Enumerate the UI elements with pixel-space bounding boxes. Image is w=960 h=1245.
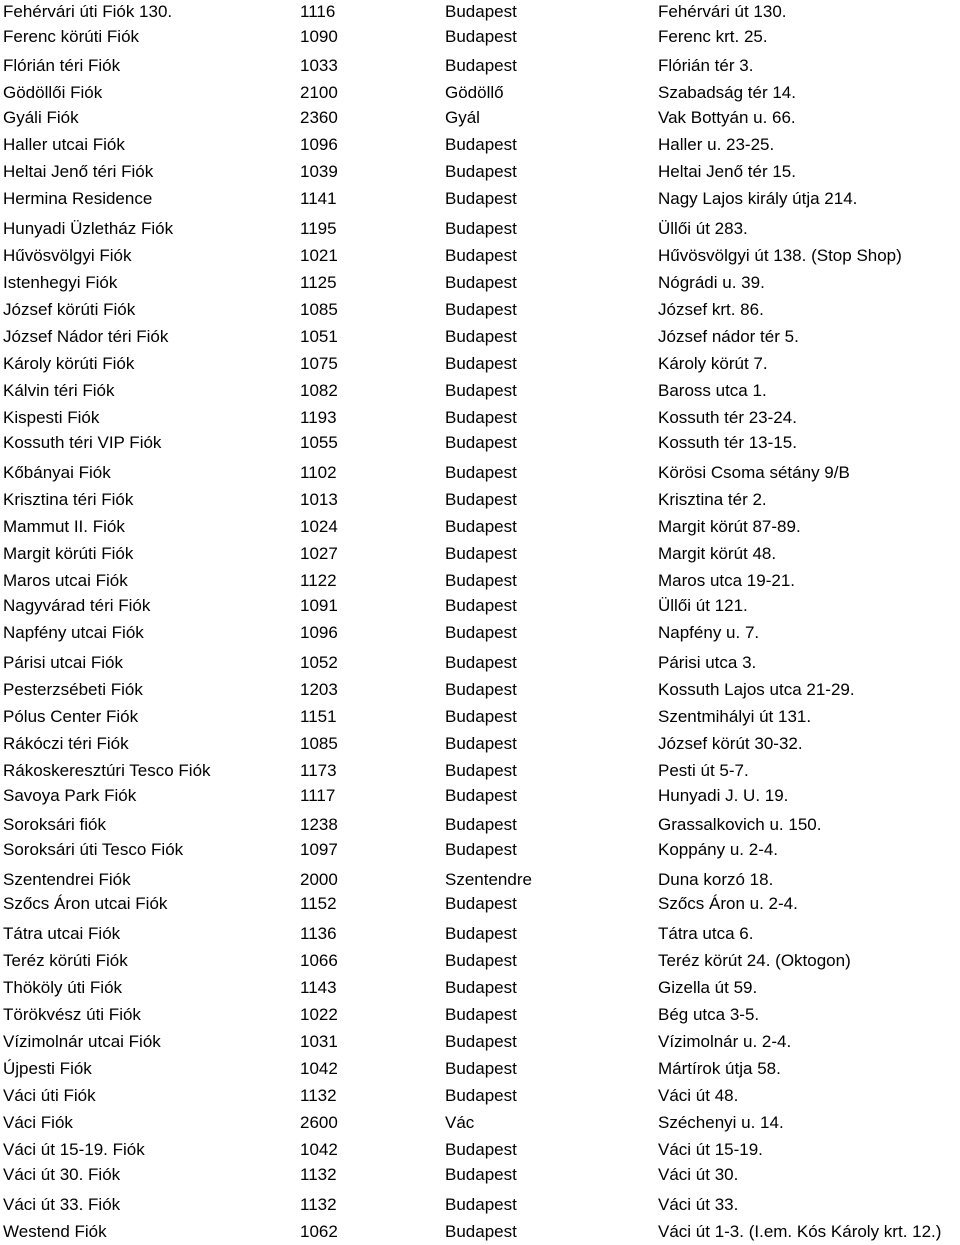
table-row — [0, 1163, 960, 1187]
address: Kossuth tér 23-24. — [658, 408, 797, 427]
branch-name: Gödöllői Fiók — [3, 83, 103, 102]
branch-name: Ferenc körúti Fiók — [3, 27, 140, 46]
table-row — [0, 461, 960, 485]
branch-name: Haller utcai Fiók — [3, 135, 125, 154]
city: Budapest — [445, 162, 517, 181]
city: Budapest — [445, 1195, 517, 1214]
address: Mártírok útja 58. — [658, 1059, 781, 1078]
branch-name: Soroksári fiók — [3, 815, 106, 834]
address: Pesti út 5-7. — [658, 761, 749, 780]
postal-code: 1090 — [300, 27, 338, 46]
branch-name: Szentendrei Fiók — [3, 870, 131, 889]
table-row — [0, 1030, 960, 1054]
address: Váci út 30. — [658, 1165, 739, 1184]
branch-name: Tátra utcai Fiók — [3, 924, 121, 943]
table-row — [0, 892, 960, 916]
postal-code: 1051 — [300, 327, 338, 346]
branch-name: Margit körúti Fiók — [3, 544, 134, 563]
postal-code: 1033 — [300, 56, 338, 75]
table-row — [0, 379, 960, 403]
city: Gyál — [445, 108, 480, 127]
address: Gizella út 59. — [658, 978, 758, 997]
table-row — [0, 651, 960, 675]
address: Bég utca 3-5. — [658, 1005, 760, 1024]
table-row — [0, 976, 960, 1000]
table-row — [0, 1138, 960, 1162]
address: Szőcs Áron u. 2-4. — [658, 894, 798, 913]
address: József nádor tér 5. — [658, 327, 799, 346]
branch-name: Vízimolnár utcai Fiók — [3, 1032, 161, 1051]
branch-name: Rákoskeresztúri Tesco Fiók — [3, 761, 211, 780]
table-row — [0, 1220, 960, 1244]
city: Budapest — [445, 571, 517, 590]
address: Szentmihályi út 131. — [658, 707, 812, 726]
city: Budapest — [445, 300, 517, 319]
address: Kossuth tér 13-15. — [658, 433, 797, 452]
city: Budapest — [445, 327, 517, 346]
address: József krt. 86. — [658, 300, 764, 319]
postal-code: 1143 — [300, 978, 337, 997]
city: Budapest — [445, 1059, 517, 1078]
postal-code: 1096 — [300, 135, 338, 154]
city: Budapest — [445, 951, 517, 970]
postal-code: 1075 — [300, 354, 338, 373]
city: Vác — [445, 1113, 475, 1132]
address: Maros utca 19-21. — [658, 571, 796, 590]
branch-name: Hunyadi Üzletház Fiók — [3, 219, 174, 238]
postal-code: 1173 — [300, 761, 337, 780]
branch-name: József Nádor téri Fiók — [3, 327, 169, 346]
city: Budapest — [445, 56, 517, 75]
branch-name: Kispesti Fiók — [3, 408, 100, 427]
table-row — [0, 352, 960, 376]
city: Budapest — [445, 273, 517, 292]
table-row — [0, 949, 960, 973]
city: Budapest — [445, 354, 517, 373]
address: Vak Bottyán u. 66. — [658, 108, 796, 127]
branch-name: Rákóczi téri Fiók — [3, 734, 129, 753]
table-row — [0, 298, 960, 322]
postal-code: 1031 — [300, 1032, 338, 1051]
branch-name: Károly körúti Fiók — [3, 354, 135, 373]
address: Nagy Lajos király útja 214. — [658, 189, 858, 208]
city: Budapest — [445, 246, 517, 265]
postal-code: 1125 — [300, 273, 337, 292]
postal-code: 1062 — [300, 1222, 338, 1241]
postal-code: 1132 — [300, 1086, 337, 1105]
address: Váci út 33. — [658, 1195, 739, 1214]
address: Baross utca 1. — [658, 381, 767, 400]
postal-code: 1091 — [300, 596, 338, 615]
address: Váci út 1-3. (I.em. Kós Károly krt. 12.) — [658, 1222, 942, 1241]
postal-code: 2360 — [300, 108, 338, 127]
address: Üllői út 121. — [658, 596, 748, 615]
address: Váci út 48. — [658, 1086, 739, 1105]
postal-code: 1193 — [300, 408, 337, 427]
table-row — [0, 515, 960, 539]
postal-code: 1039 — [300, 162, 338, 181]
postal-code: 1203 — [300, 680, 338, 699]
postal-code: 1085 — [300, 300, 338, 319]
city: Szentendre — [445, 870, 532, 889]
branch-name: Istenhegyi Fiók — [3, 273, 118, 292]
address: Krisztina tér 2. — [658, 490, 767, 509]
postal-code: 1152 — [300, 894, 337, 913]
branch-name: Pesterzsébeti Fiók — [3, 680, 143, 699]
address: Heltai Jenő tér 15. — [658, 162, 796, 181]
branch-name: Soroksári úti Tesco Fiók — [3, 840, 184, 859]
postal-code: 2000 — [300, 870, 338, 889]
address: Margit körút 48. — [658, 544, 777, 563]
postal-code: 1024 — [300, 517, 338, 536]
city: Budapest — [445, 219, 517, 238]
table-row — [0, 488, 960, 512]
address: Haller u. 23-25. — [658, 135, 775, 154]
postal-code: 1102 — [300, 463, 337, 482]
city: Budapest — [445, 596, 517, 615]
city: Budapest — [445, 2, 517, 21]
branch-name: Kálvin téri Fiók — [3, 381, 115, 400]
city: Budapest — [445, 680, 517, 699]
branch-name: Napfény utcai Fiók — [3, 623, 144, 642]
table-row — [0, 54, 960, 78]
city: Budapest — [445, 408, 517, 427]
branch-name: Gyáli Fiók — [3, 108, 79, 127]
table-row — [0, 705, 960, 729]
branch-name: Teréz körúti Fiók — [3, 951, 128, 970]
table-row — [0, 187, 960, 211]
city: Budapest — [445, 840, 517, 859]
postal-code: 1066 — [300, 951, 338, 970]
address: Tátra utca 6. — [658, 924, 754, 943]
postal-code: 1132 — [300, 1195, 337, 1214]
city: Budapest — [445, 978, 517, 997]
address: Nógrádi u. 39. — [658, 273, 765, 292]
city: Budapest — [445, 381, 517, 400]
city: Budapest — [445, 1165, 517, 1184]
branch-name: Pólus Center Fiók — [3, 707, 139, 726]
city: Budapest — [445, 1140, 517, 1159]
postal-code: 1116 — [300, 2, 336, 21]
postal-code: 1085 — [300, 734, 338, 753]
table-row — [0, 784, 960, 808]
branch-name: Nagyvárad téri Fiók — [3, 596, 151, 615]
branch-name: Mammut II. Fiók — [3, 517, 125, 536]
table-row — [0, 621, 960, 645]
postal-code: 1021 — [300, 246, 338, 265]
table-row — [0, 922, 960, 946]
table-row — [0, 0, 960, 24]
table-row — [0, 133, 960, 157]
branch-name: Hűvösvölgyi Fiók — [3, 246, 132, 265]
address: Kossuth Lajos utca 21-29. — [658, 680, 855, 699]
city: Budapest — [445, 707, 517, 726]
branch-name: Párisi utcai Fiók — [3, 653, 123, 672]
branch-name: Savoya Park Fiók — [3, 786, 137, 805]
city: Budapest — [445, 433, 517, 452]
table-row — [0, 678, 960, 702]
postal-code: 1117 — [300, 786, 336, 805]
address: Flórián tér 3. — [658, 56, 754, 75]
table-row — [0, 431, 960, 455]
branch-name: Szőcs Áron utcai Fiók — [3, 894, 168, 913]
branch-name: Westend Fiók — [3, 1222, 107, 1241]
city: Budapest — [445, 544, 517, 563]
city: Budapest — [445, 761, 517, 780]
address: Üllői út 283. — [658, 219, 748, 238]
address: Széchenyi u. 14. — [658, 1113, 784, 1132]
branch-name: Thököly úti Fiók — [3, 978, 123, 997]
city: Budapest — [445, 815, 517, 834]
address: Grassalkovich u. 150. — [658, 815, 822, 834]
table-row — [0, 406, 960, 430]
city: Budapest — [445, 734, 517, 753]
address: Párisi utca 3. — [658, 653, 757, 672]
address: Duna korzó 18. — [658, 870, 774, 889]
city: Budapest — [445, 653, 517, 672]
postal-code: 1042 — [300, 1140, 338, 1159]
branch-name: Hermina Residence — [3, 189, 153, 208]
table-row — [0, 106, 960, 130]
branch-name: Flórián téri Fiók — [3, 56, 121, 75]
table-row — [0, 838, 960, 862]
address: Fehérvári út 130. — [658, 2, 787, 21]
city: Budapest — [445, 894, 517, 913]
city: Budapest — [445, 189, 517, 208]
branch-name: Váci úti Fiók — [3, 1086, 96, 1105]
city: Budapest — [445, 924, 517, 943]
table-row — [0, 594, 960, 618]
city: Budapest — [445, 135, 517, 154]
address: Károly körút 7. — [658, 354, 768, 373]
table-row — [0, 160, 960, 184]
postal-code: 1013 — [300, 490, 338, 509]
city: Budapest — [445, 517, 517, 536]
address: Koppány u. 2-4. — [658, 840, 779, 859]
table-row — [0, 1003, 960, 1027]
postal-code: 1195 — [300, 219, 337, 238]
address: Körösi Csoma sétány 9/B — [658, 463, 850, 482]
table-row — [0, 542, 960, 566]
table-row — [0, 25, 960, 49]
postal-code: 1141 — [300, 189, 337, 208]
postal-code: 1122 — [300, 571, 337, 590]
postal-code: 1027 — [300, 544, 338, 563]
city: Budapest — [445, 786, 517, 805]
table-row — [0, 271, 960, 295]
city: Budapest — [445, 463, 517, 482]
postal-code: 2100 — [300, 83, 338, 102]
table-row — [0, 732, 960, 756]
address: József körút 30-32. — [658, 734, 803, 753]
table-row — [0, 325, 960, 349]
address: Teréz körút 24. (Oktogon) — [658, 951, 851, 970]
address: Ferenc krt. 25. — [658, 27, 768, 46]
city: Budapest — [445, 623, 517, 642]
branch-name: Kőbányai Fiók — [3, 463, 111, 482]
city: Budapest — [445, 1032, 517, 1051]
branch-name: Fehérvári úti Fiók 130. — [3, 2, 173, 21]
branch-name: József körúti Fiók — [3, 300, 136, 319]
branch-name: Váci út 33. Fiók — [3, 1195, 121, 1214]
postal-code: 1151 — [300, 707, 337, 726]
city: Budapest — [445, 1005, 517, 1024]
postal-code: 1082 — [300, 381, 338, 400]
branch-name: Krisztina téri Fiók — [3, 490, 134, 509]
address: Vízimolnár u. 2-4. — [658, 1032, 792, 1051]
branch-name: Váci út 15-19. Fiók — [3, 1140, 145, 1159]
postal-code: 1052 — [300, 653, 338, 672]
postal-code: 1042 — [300, 1059, 338, 1078]
postal-code: 1238 — [300, 815, 338, 834]
branch-name: Maros utcai Fiók — [3, 571, 128, 590]
table-row — [0, 217, 960, 241]
city: Budapest — [445, 490, 517, 509]
table-row — [0, 569, 960, 593]
table-row — [0, 81, 960, 105]
city: Budapest — [445, 1222, 517, 1241]
branch-name: Újpesti Fiók — [3, 1059, 92, 1078]
table-row — [0, 1057, 960, 1081]
branch-name: Váci út 30. Fiók — [3, 1165, 121, 1184]
address: Hunyadi J. U. 19. — [658, 786, 789, 805]
table-row — [0, 244, 960, 268]
branch-name: Heltai Jenő téri Fiók — [3, 162, 154, 181]
table-row — [0, 868, 960, 892]
city: Gödöllő — [445, 83, 504, 102]
table-row — [0, 1111, 960, 1135]
postal-code: 1132 — [300, 1165, 337, 1184]
address: Napfény u. 7. — [658, 623, 760, 642]
branch-name: Váci Fiók — [3, 1113, 73, 1132]
postal-code: 1055 — [300, 433, 338, 452]
address: Váci út 15-19. — [658, 1140, 763, 1159]
city: Budapest — [445, 1086, 517, 1105]
postal-code: 1097 — [300, 840, 338, 859]
address: Hűvösvölgyi út 138. (Stop Shop) — [658, 246, 902, 265]
table-row — [0, 813, 960, 837]
branch-name: Törökvész úti Fiók — [3, 1005, 141, 1024]
table-row — [0, 1193, 960, 1217]
branch-name: Kossuth téri VIP Fiók — [3, 433, 162, 452]
postal-code: 1096 — [300, 623, 338, 642]
address: Margit körút 87-89. — [658, 517, 801, 536]
postal-code: 2600 — [300, 1113, 338, 1132]
table-row — [0, 759, 960, 783]
city: Budapest — [445, 27, 517, 46]
postal-code: 1022 — [300, 1005, 338, 1024]
table-row — [0, 1084, 960, 1108]
address: Szabadság tér 14. — [658, 83, 796, 102]
postal-code: 1136 — [300, 924, 337, 943]
